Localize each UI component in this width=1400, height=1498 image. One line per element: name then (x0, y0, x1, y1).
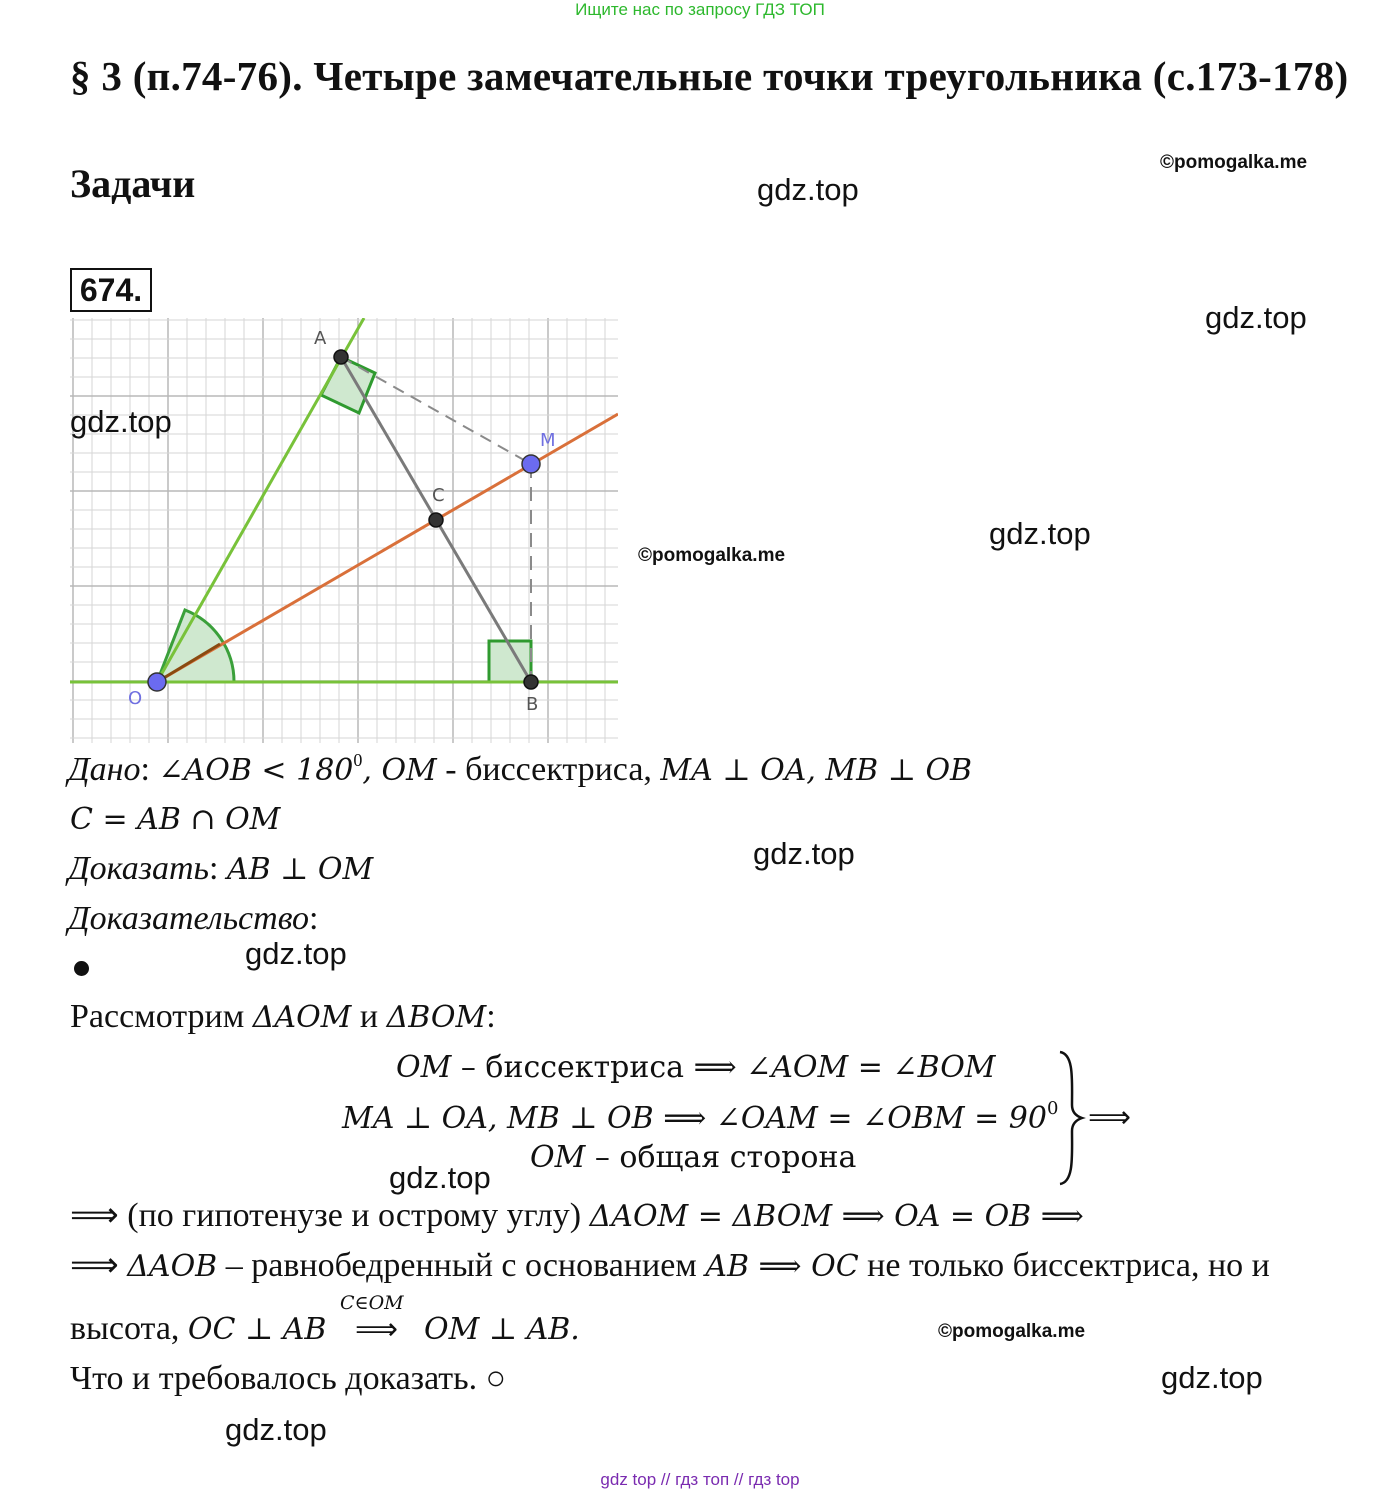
given-perp: MA ⊥ OA, MB ⊥ OB (660, 753, 973, 788)
system-line1-eq: ∠AOM = ∠BOM (746, 1050, 996, 1085)
given-bisector-text: - биссектриса, (436, 751, 661, 788)
given-c-line (70, 800, 280, 838)
proof-label: Доказательство (68, 900, 310, 937)
conclusion2-tail: не только биссектриса, но и (858, 1247, 1270, 1284)
conclusion2-arrow: ⟹ (70, 1247, 128, 1284)
label-b: B (526, 694, 539, 715)
system-line1-om: OM (396, 1050, 452, 1085)
watermark-gdz: gdz.top (757, 172, 859, 207)
section-title: § 3 (п.74-76). Четыре замечательные точки треугольника (с.173-178) (70, 53, 1349, 99)
proof-label-line: Доказательство: (68, 900, 319, 937)
given-c-def: C = AB ∩ OM (70, 802, 281, 837)
consider-and: и (351, 998, 387, 1035)
ray-oa (157, 318, 364, 682)
label-m: M (540, 430, 556, 451)
subtitle: Задачи (70, 161, 196, 206)
system-line3-text: – общая сторона (585, 1140, 857, 1175)
system-line3-om: OM (530, 1140, 586, 1175)
given-angle: ∠AOB < 180 (158, 753, 354, 788)
conclusion1-math: ΔAOM = ΔBOM ⟹ OA = OB ⟹ (589, 1199, 1084, 1234)
point-b (524, 675, 538, 689)
system-arrow: ⟹ (1088, 1100, 1132, 1135)
footer-links[interactable]: gdz top // гдз топ // гдз top (600, 1470, 800, 1489)
given-angle-degree: 0 (353, 750, 363, 770)
label-a: A (314, 328, 327, 349)
system-line-1 (396, 1050, 996, 1085)
consider-line: Рассмотрим ΔAOM и ΔBOM: (70, 998, 496, 1035)
task-number: 674. (70, 268, 152, 312)
consider-tri1: ΔAOM (252, 1000, 352, 1035)
conclusion2-text: – равнобедренный с основанием (217, 1247, 706, 1284)
geometry-figure (70, 318, 618, 747)
conclusion3-result: OM ⊥ AB. (424, 1312, 580, 1347)
point-a (334, 350, 348, 364)
watermark-pomogalka: ©pomogalka.me (638, 545, 786, 566)
figure-canvas (70, 318, 618, 743)
system-line-3 (530, 1140, 856, 1175)
implication-arrow: ⟹ (355, 1312, 399, 1347)
watermark-gdz: gdz.top (989, 516, 1091, 551)
watermark-gdz: gdz.top (1205, 300, 1307, 335)
point-m (522, 455, 540, 473)
top-search-hint[interactable]: Ищите нас по запросу ГДЗ ТОП (575, 0, 825, 19)
system-brace (1056, 1050, 1086, 1186)
system-line2-text: MA ⊥ OA, MB ⊥ OB ⟹ ∠OAM = ∠OBM = 90 (342, 1101, 1047, 1136)
system-line-2 (342, 1098, 1058, 1136)
prove-line: Доказать: AB ⊥ OM (68, 850, 374, 887)
prove-label: Доказать (68, 850, 209, 887)
bullet (74, 961, 89, 976)
given-label: Дано (68, 751, 141, 788)
implication-over-label: C∈OM (340, 1292, 404, 1314)
system-line1-text: – биссектриса ⟹ (451, 1050, 747, 1085)
consider-tri2: ΔBOM (386, 1000, 487, 1035)
watermark-gdz: gdz.top (1161, 1360, 1263, 1395)
conclusion-line-1 (70, 1195, 1084, 1235)
watermark-gdz: gdz.top (753, 836, 855, 871)
qed-line: Что и требовалось доказать. ○ (70, 1360, 507, 1397)
system-line2-degree: 0 (1046, 1098, 1059, 1119)
watermark-gdz: gdz.top (245, 936, 347, 971)
watermark-pomogalka: ©pomogalka.me (1160, 152, 1308, 173)
watermark-gdz: gdz.top (70, 404, 172, 439)
conclusion3-oc: OC ⊥ AB (187, 1312, 327, 1347)
conclusion-line-3 (70, 1310, 326, 1348)
given-line: Дано: ∠AOB < $180^0$, OM - биссектриса, MA ⊥ OA, MB ⊥ OB (68, 750, 973, 788)
conclusion3-text: высота, (70, 1310, 188, 1347)
conclusion2-tri: ΔAOB (127, 1249, 218, 1284)
conclusion1-text: ⟹ (по гипотенузе и острому углу) (70, 1197, 590, 1234)
label-o: O (128, 688, 143, 709)
watermark-pomogalka: ©pomogalka.me (938, 1321, 1086, 1342)
point-o (148, 673, 166, 691)
conclusion-line-2 (70, 1245, 1270, 1285)
watermark-gdz: gdz.top (225, 1412, 327, 1447)
point-c (429, 513, 443, 527)
watermark-gdz: gdz.top (389, 1160, 491, 1195)
consider-prefix: Рассмотрим (70, 998, 253, 1035)
label-c: C (432, 485, 445, 506)
given-om: , OM (362, 753, 437, 788)
conclusion2-math: AB ⟹ OC (705, 1249, 859, 1284)
right-angle-mark-a (321, 357, 375, 413)
prove-statement: AB ⊥ OM (226, 852, 374, 887)
